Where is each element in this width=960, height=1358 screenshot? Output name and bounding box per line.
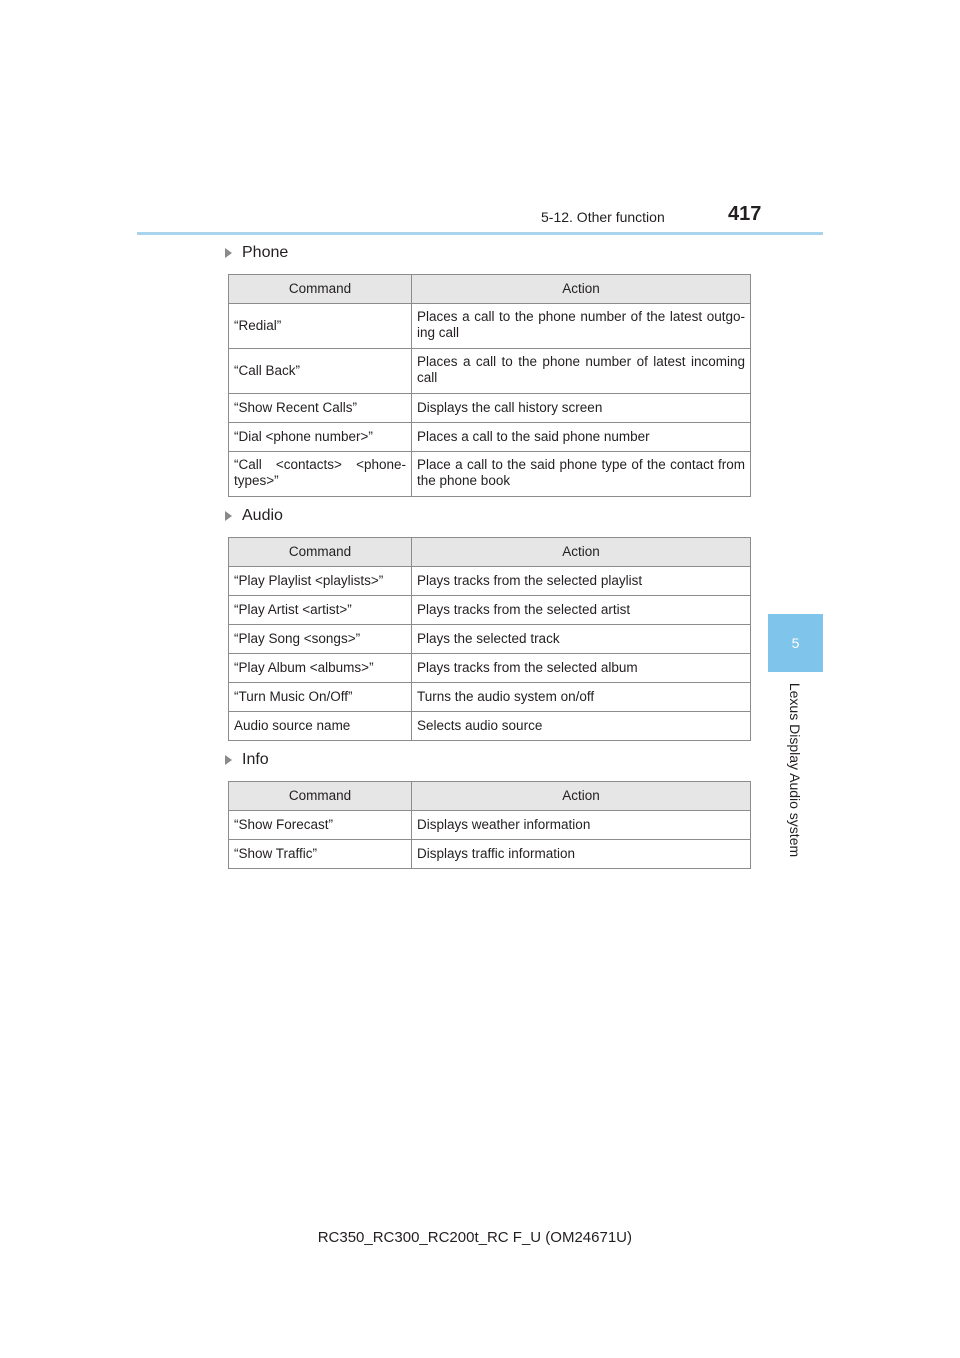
table-row — [229, 567, 751, 596]
command-cell: “Turn Music On/Off” — [229, 683, 412, 712]
table-row — [229, 452, 751, 497]
action-cell: Place a call to the said phone type of the contact from the phone book — [412, 452, 751, 497]
section-heading-label: Info — [242, 751, 269, 768]
action-cell: Displays the call history screen — [412, 394, 751, 423]
chapter-tab — [768, 614, 823, 672]
column-header-command: Command — [229, 782, 412, 811]
table-row — [229, 596, 751, 625]
footer-model-code: RC350_RC300_RC200t_RC F_U (OM24671U) — [317, 1229, 632, 1246]
command-cell: “Show Forecast” — [229, 811, 412, 840]
command-cell: “Call Back” — [229, 349, 412, 394]
chapter-label: Lexus Display Audio system — [787, 682, 803, 858]
action-cell: Places a call to the said phone number — [412, 423, 751, 452]
table-header-row — [229, 782, 751, 811]
table-row — [229, 683, 751, 712]
action-cell: Displays weather information — [412, 811, 751, 840]
column-header-command: Command — [229, 538, 412, 567]
table-header-row — [229, 275, 751, 304]
command-cell: Audio source name — [229, 712, 412, 741]
table-header-row — [229, 538, 751, 567]
action-cell: Displays traffic information — [412, 840, 751, 869]
command-cell: “Redial” — [229, 304, 412, 349]
section-heading-phone — [225, 244, 288, 262]
action-cell: Plays tracks from the selected album — [412, 654, 751, 683]
column-header-action: Action — [412, 275, 751, 304]
table-row — [229, 304, 751, 349]
command-cell: “Call <contacts> <phone-types>” — [229, 452, 412, 497]
audio-command-table — [228, 537, 751, 741]
column-header-action: Action — [412, 538, 751, 567]
table-row — [229, 654, 751, 683]
section-heading-audio — [225, 507, 283, 525]
triangle-bullet-icon — [225, 248, 232, 258]
section-heading-info — [225, 751, 269, 769]
command-cell: “Play Album <albums>” — [229, 654, 412, 683]
header-rule — [137, 232, 823, 235]
table-row — [229, 712, 751, 741]
table-row — [229, 349, 751, 394]
action-cell: Turns the audio system on/off — [412, 683, 751, 712]
triangle-bullet-icon — [225, 511, 232, 521]
action-cell: Plays tracks from the selected playlist — [412, 567, 751, 596]
action-cell: Places a call to the phone number of latest incoming call — [412, 349, 751, 394]
phone-command-table — [228, 274, 751, 497]
action-cell: Places a call to the phone number of the latest outgo-ing call — [412, 304, 751, 349]
page-number: 417 — [728, 203, 762, 225]
column-header-command: Command — [229, 275, 412, 304]
action-cell: Plays tracks from the selected artist — [412, 596, 751, 625]
command-cell: “Play Playlist <playlists>” — [229, 567, 412, 596]
info-command-table — [228, 781, 751, 869]
triangle-bullet-icon — [225, 755, 232, 765]
command-cell: “Show Traffic” — [229, 840, 412, 869]
column-header-action: Action — [412, 782, 751, 811]
command-cell: “Play Song <songs>” — [229, 625, 412, 654]
action-cell: Plays the selected track — [412, 625, 751, 654]
command-cell: “Play Artist <artist>” — [229, 596, 412, 625]
command-cell: “Dial <phone number>” — [229, 423, 412, 452]
chapter-number: 5 — [791, 635, 800, 651]
command-cell: “Show Recent Calls” — [229, 394, 412, 423]
section-title: 5-12. Other function — [541, 209, 665, 225]
section-heading-label: Phone — [242, 244, 289, 261]
table-row — [229, 394, 751, 423]
action-cell: Selects audio source — [412, 712, 751, 741]
table-row — [229, 840, 751, 869]
section-heading-label: Audio — [242, 507, 283, 524]
table-row — [229, 811, 751, 840]
table-row — [229, 625, 751, 654]
table-row — [229, 423, 751, 452]
